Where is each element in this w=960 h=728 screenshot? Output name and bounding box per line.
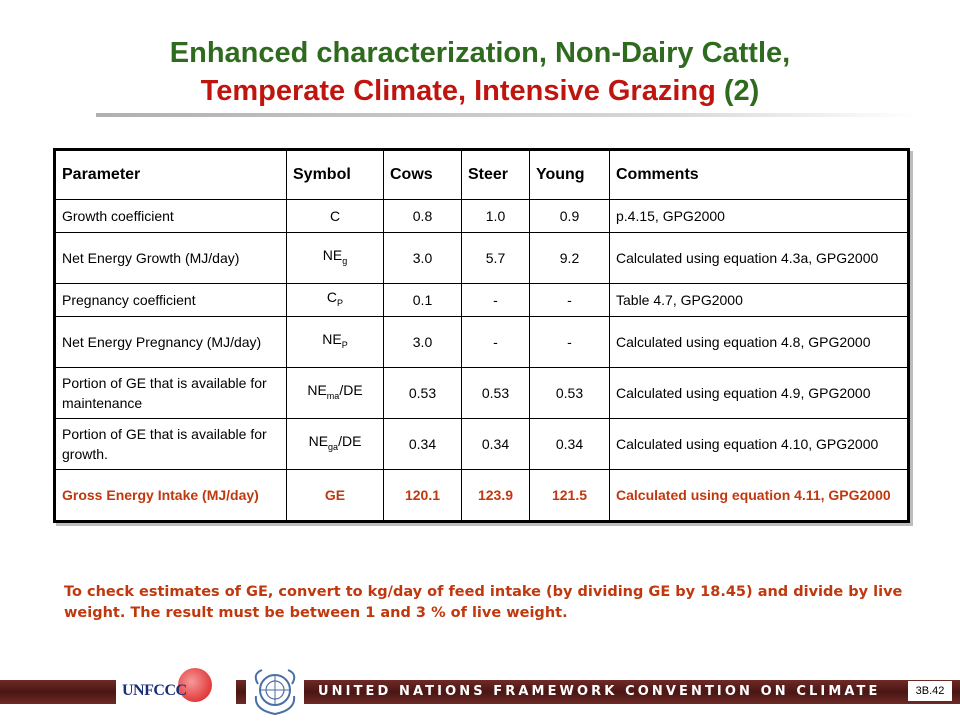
cell-symbol: $NE_g$ [287,233,384,284]
table-row [55,317,909,368]
slide-number: 3B.42 [908,681,952,701]
cell-comments: Calculated using equation 4.3a, GPG2000 [610,233,909,284]
un-emblem-icon [246,666,304,718]
cell-cows: 0.1 [384,284,462,317]
header-comments: Comments [610,150,909,200]
cell-cows: 3.0 [384,317,462,368]
table-row [55,200,909,233]
cell-symbol: $NE_{ma}/DE$ [287,368,384,419]
cell-young: 9.2 [530,233,610,284]
title-divider [96,113,916,117]
cell-young: 0.53 [530,368,610,419]
cell-cows: 120.1 [384,470,462,522]
ge-check-note: To check estimates of GE, convert to kg/day of feed intake (by dividing GE by 18.45) and divide by live weight. The result must be between 1 and 3 % of live weight. [64,584,903,621]
title-line-1: Enhanced characterization, Non-Dairy Cattle, [169,37,791,69]
footer [0,664,960,723]
header-cows: Cows [384,150,462,200]
cell-parameter: Net Energy Growth (MJ/day) [55,233,287,284]
cell-steer: - [462,317,530,368]
cell-cows: 0.34 [384,419,462,470]
cell-cows: 0.53 [384,368,462,419]
cell-steer: 0.34 [462,419,530,470]
header-symbol: Symbol [287,150,384,200]
table-row [55,368,909,419]
footer-band-text: UNITED NATIONS FRAMEWORK CONVENTION ON CLIMATE CHANGE [318,684,881,723]
cell-symbol: $NE_{ga}/DE$ [287,419,384,470]
cell-steer: 0.53 [462,368,530,419]
cell-cows: 3.0 [384,233,462,284]
cell-symbol: $C_P$ [287,284,384,317]
cell-comments: Calculated using equation 4.9, GPG2000 [610,368,909,419]
cell-steer: 1.0 [462,200,530,233]
cell-young: 121.5 [530,470,610,522]
title-line-2 [0,72,960,110]
slide-title [0,34,960,110]
cell-parameter: Growth coefficient [55,200,287,233]
cell-parameter: Net Energy Pregnancy (MJ/day) [55,317,287,368]
cell-parameter: Portion of GE that is available for maintenance [55,368,287,419]
cell-comments: Table 4.7, GPG2000 [610,284,909,317]
cell-parameter: Gross Energy Intake (MJ/day) [55,470,287,522]
cell-comments: Calculated using equation 4.11, GPG2000 [610,470,909,522]
title-line-2-suffix: (2) [715,75,760,107]
header-young: Young [530,150,610,200]
cell-comments: Calculated using equation 4.8, GPG2000 [610,317,909,368]
header-parameter: Parameter [55,150,287,200]
unfccc-logo-text: UNFCCC [122,682,187,699]
cell-symbol: C [287,200,384,233]
table-row [55,233,909,284]
cell-steer: - [462,284,530,317]
cell-parameter: Portion of GE that is available for growth. [55,419,287,470]
unfccc-logo [116,664,236,720]
cell-symbol: $NE_P$ [287,317,384,368]
header-steer: Steer [462,150,530,200]
cell-comments: p.4.15, GPG2000 [610,200,909,233]
cell-symbol: GE [287,470,384,522]
table-row-gross-energy [55,470,909,522]
table-row [55,284,909,317]
parameters-table [53,148,910,523]
cell-cows: 0.8 [384,200,462,233]
cell-steer: 123.9 [462,470,530,522]
cell-comments: Calculated using equation 4.10, GPG2000 [610,419,909,470]
table-header-row [55,150,909,200]
cell-young: 0.9 [530,200,610,233]
cell-young: - [530,284,610,317]
cell-steer: 5.7 [462,233,530,284]
cell-parameter: Pregnancy coefficient [55,284,287,317]
cell-young: 0.34 [530,419,610,470]
cell-young: - [530,317,610,368]
table-row [55,419,909,470]
title-line-2-red: Temperate Climate, Intensive Grazing [200,75,716,107]
